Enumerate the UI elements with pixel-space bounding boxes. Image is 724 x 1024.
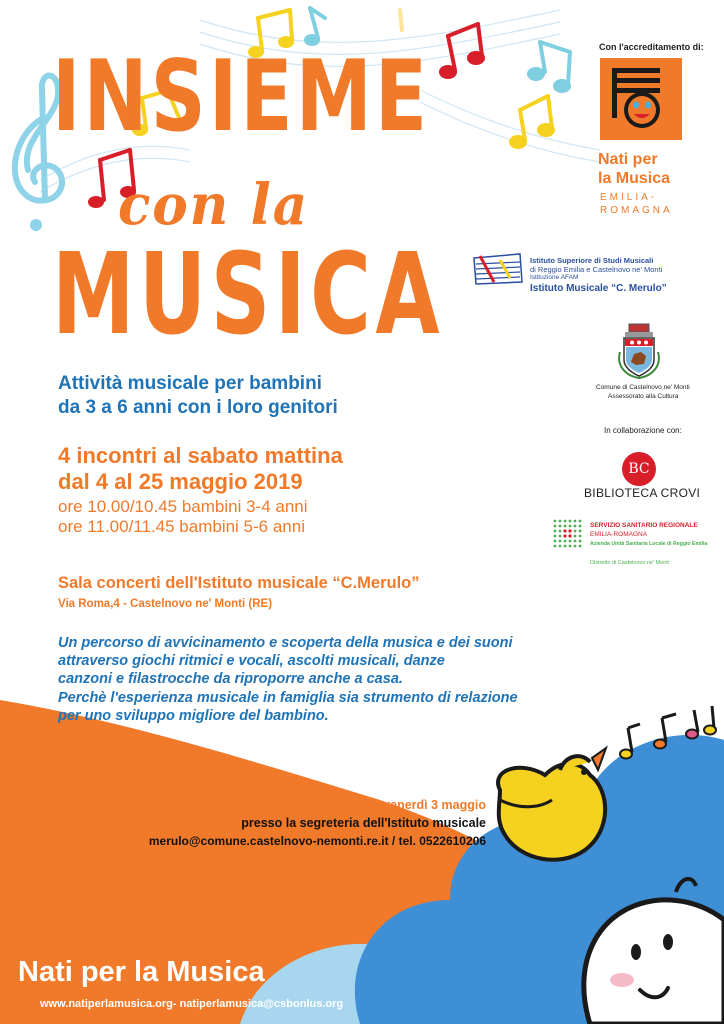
title-line-1: INSIEME — [52, 40, 431, 154]
issm-line-4: Istituto Musicale “C. Merulo” — [530, 283, 667, 294]
npm-region-2: ROMAGNA — [600, 205, 673, 216]
comune-line-1: Comune di Castelnovo ne' Monti — [596, 384, 690, 391]
schedule-line-4: ore 11.00/11.45 bambini 5-6 anni — [58, 517, 305, 536]
biblioteca-name: BIBLIOTECA CROVI — [584, 486, 701, 500]
bird-icon — [498, 748, 606, 860]
accreditation-label: Con l'accreditamento di: — [599, 42, 704, 52]
ssr-line-3: Azienda Unità Sanitaria Locale di Reggio Emilia — [590, 541, 708, 547]
venue-address: Via Roma,4 - Castelnovo ne' Monti (RE) — [58, 598, 273, 610]
biblioteca-mark-text: BC — [628, 461, 650, 477]
issm-line-1: Istituto Superiore di Studi Musicali — [530, 256, 654, 265]
issm-line-2: di Reggio Emilia e Castelnovo ne' Monti — [530, 265, 663, 274]
subtitle-line-1: Attività musicale per bambini — [58, 373, 322, 394]
npm-title-2: la Musica — [598, 170, 671, 187]
collab-label: In collaborazione con: — [604, 426, 682, 435]
ssr-line-1: SERVIZIO SANITARIO REGIONALE — [590, 522, 698, 529]
info-line-3: merulo@comune.castelnovo-nemonti.re.it / tel. 0522610206 — [148, 834, 486, 848]
footer-links[interactable]: www.natiperlamusica.org- natiperlamusica@csbonlus.org — [40, 998, 344, 1010]
ssr-line-4: Distretto di Castelnovo ne' Monti — [590, 560, 670, 566]
description-line-5: per uno sviluppo migliore del bambino. — [58, 708, 329, 724]
issm-logo-icon — [470, 252, 526, 288]
npm-title-1: Nati per — [598, 151, 658, 168]
ssr-dots-icon — [552, 518, 586, 552]
npm-logo — [600, 58, 682, 140]
description-line-3: canzoni e filastrocche da riproporre anche a casa. — [58, 671, 403, 687]
schedule-line-1: 4 incontri al sabato mattina — [58, 443, 343, 468]
footer-title: Nati per la Musica — [18, 956, 265, 988]
description-line-2: attraverso giochi ritmici e vocali, ascolti musicali, danze — [58, 653, 445, 669]
comune-line-2: Assessorato alla Cultura — [608, 393, 679, 400]
issm-line-3: Istituzione AFAM — [530, 274, 579, 281]
info-line-2: presso la segreteria dell'Istituto musicale — [241, 816, 486, 830]
title-line-3: MUSICA — [52, 230, 444, 360]
npm-region-1: EMILIA- — [600, 192, 658, 203]
description-line-4: Perchè l'esperienza musicale in famiglia sia strumento di relazione — [58, 690, 518, 706]
ssr-line-2: EMILIA-ROMAGNA — [590, 531, 648, 538]
info-line-1: Informazioni ed iscrizioni entro venerdì 3 maggio — [194, 798, 486, 812]
schedule-line-3: ore 10.00/10.45 bambini 3-4 anni — [58, 497, 308, 516]
comune-crest-icon — [616, 322, 662, 380]
title-line-2: con la — [118, 172, 310, 238]
npm-face-icon — [600, 58, 682, 140]
venue-name: Sala concerti dell'Istituto musicale “C.Merulo” — [58, 574, 420, 592]
biblioteca-mark — [622, 452, 656, 486]
description-line-1: Un percorso di avvicinamento e scoperta della musica e dei suoni — [58, 635, 513, 651]
subtitle-line-2: da 3 a 6 anni con i loro genitori — [58, 397, 338, 418]
schedule-line-2: dal 4 al 25 maggio 2019 — [58, 469, 303, 494]
